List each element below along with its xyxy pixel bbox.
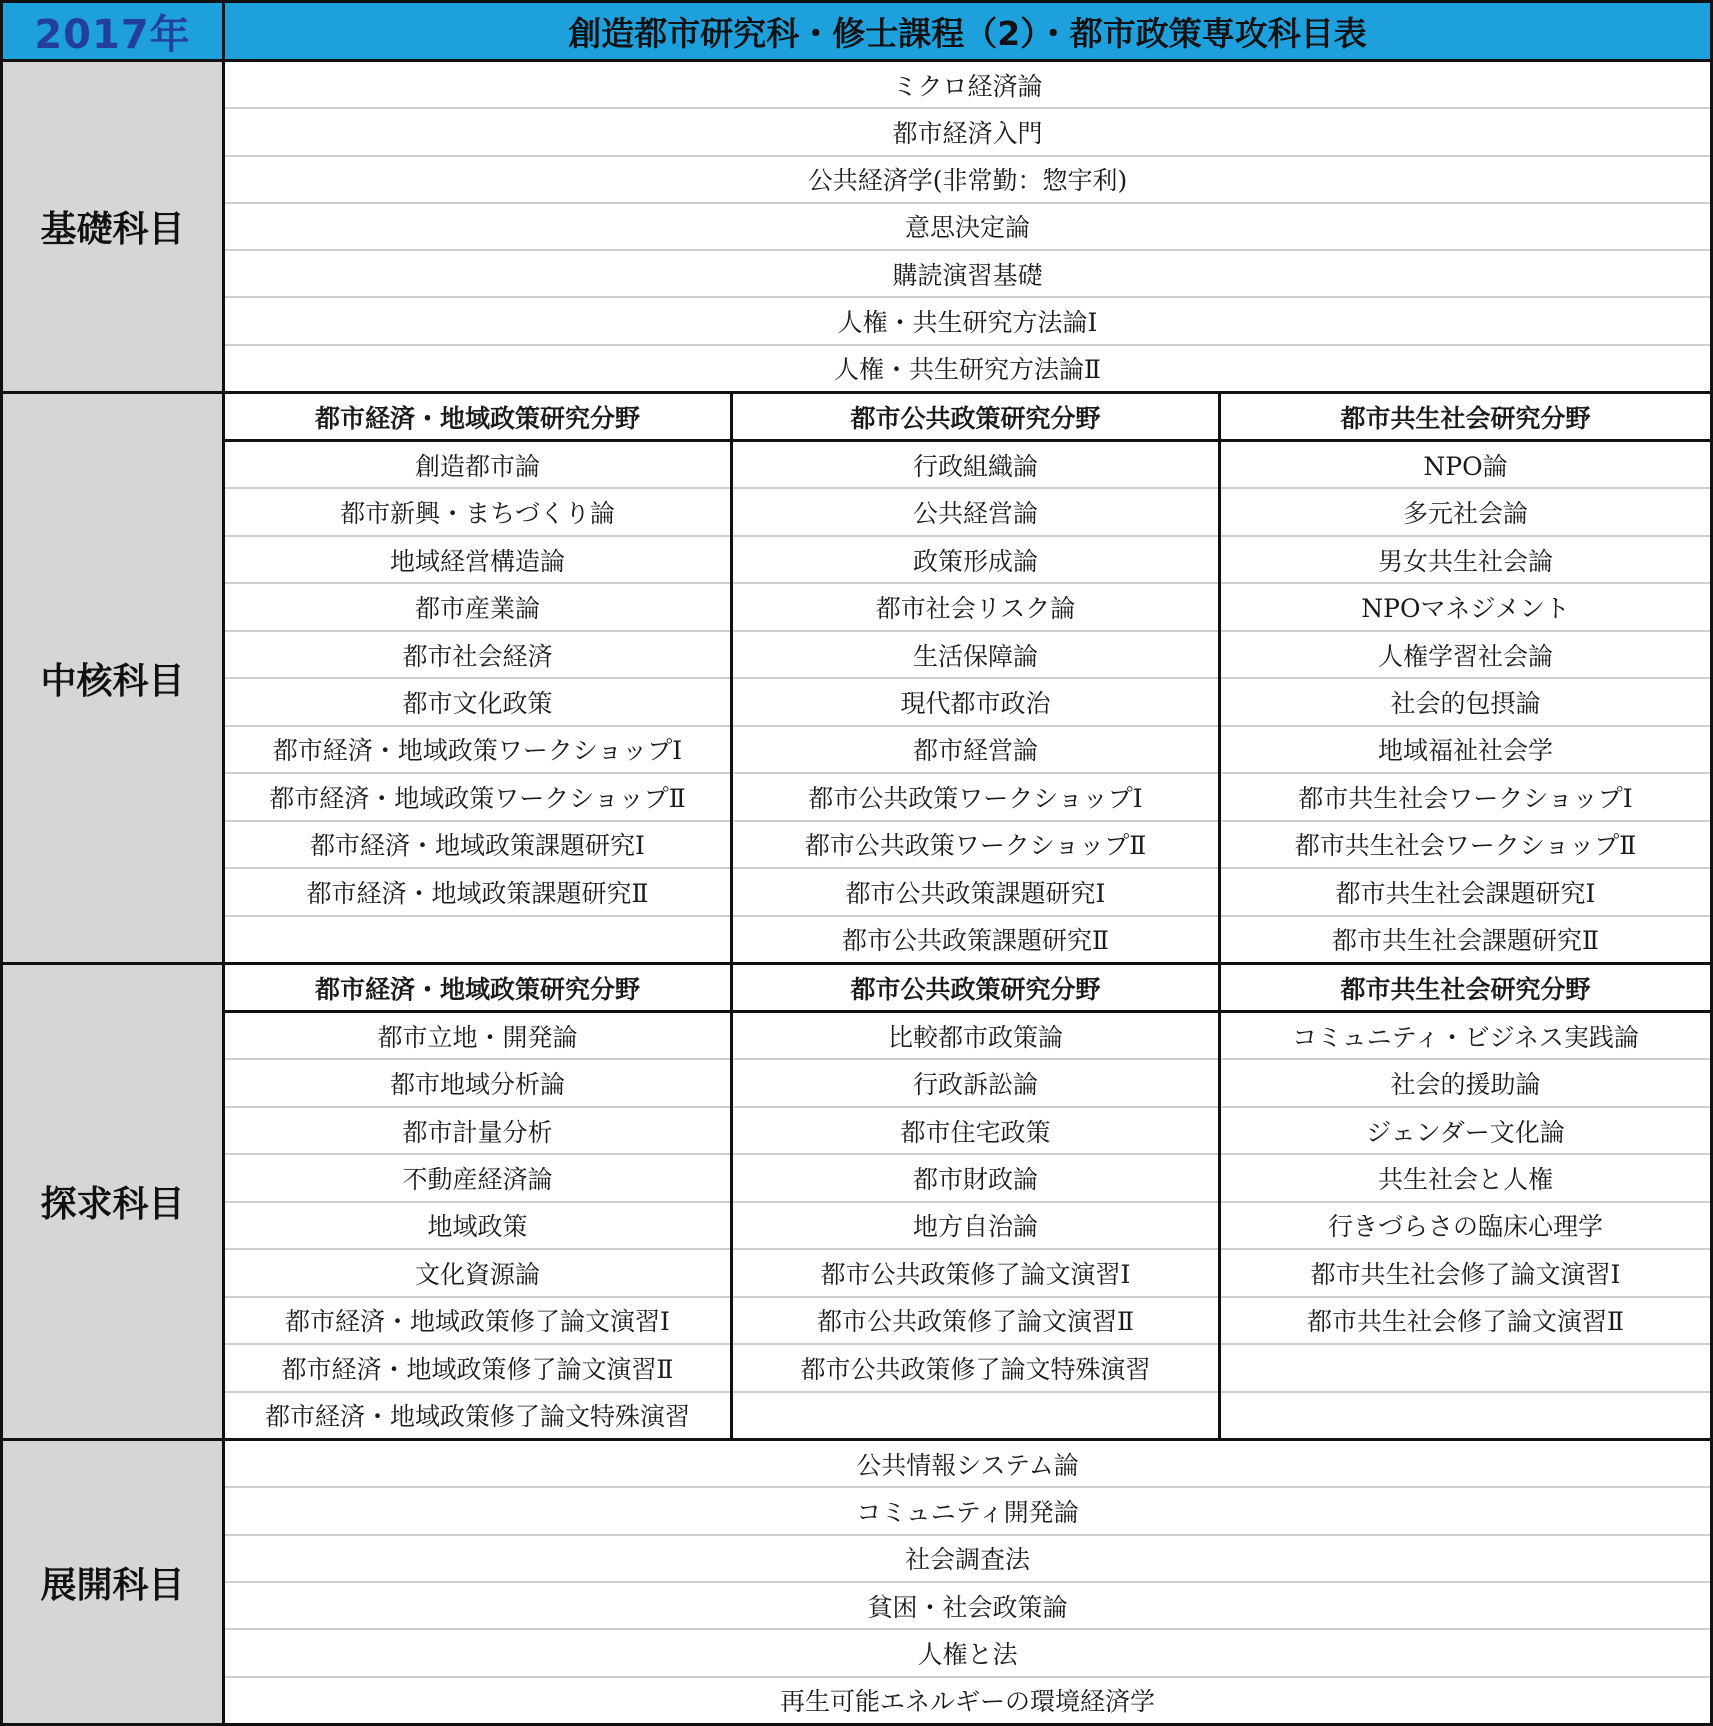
course-cell: 都市公共政策課題研究Ⅰ (733, 869, 1218, 916)
course-cell: 現代都市政治 (733, 679, 1218, 726)
course-cell: 都市経済・地域政策修了論文演習Ⅰ (225, 1298, 730, 1345)
course-cell: 都市立地・開発論 (225, 1013, 730, 1060)
course-cell: 都市共生社会修了論文演習Ⅰ (1221, 1250, 1710, 1297)
course-cell: 都市計量分析 (225, 1108, 730, 1155)
course-cell: ジェンダー文化論 (1221, 1108, 1710, 1155)
course-cell: 社会的包摂論 (1221, 679, 1710, 726)
course-cell: 貧困・社会政策論 (225, 1583, 1710, 1630)
course-cell: 都市地域分析論 (225, 1060, 730, 1107)
course-cell: 都市新興・まちづくり論 (225, 489, 730, 536)
research-field-column (730, 394, 1218, 962)
course-cell: 公共情報システム論 (225, 1441, 1710, 1488)
basic-courses-section (0, 59, 1713, 394)
exploration-courses-section (0, 962, 1713, 1441)
course-cell: 都市公共政策修了論文演習Ⅱ (733, 1298, 1218, 1345)
course-cell: 人権・共生研究方法論Ⅰ (225, 298, 1710, 345)
course-cell: 地域経営構造論 (225, 537, 730, 584)
course-cell: 都市公共政策修了論文特殊演習 (733, 1345, 1218, 1392)
course-cell: 都市経済・地域政策課題研究Ⅱ (225, 869, 730, 916)
course-cell: 政策形成論 (733, 537, 1218, 584)
course-cell: 都市公共政策課題研究Ⅱ (842, 926, 1109, 956)
course-cell (1221, 1393, 1710, 1438)
table-title: 創造都市研究科・修士課程（2）・都市政策専攻科目表 (222, 0, 1713, 62)
research-field-column (730, 965, 1218, 1438)
core-course-grid (225, 394, 1710, 962)
course-cell: 都市経済・地域政策修了論文演習Ⅱ (225, 1345, 730, 1392)
course-cell: 創造都市論 (225, 442, 730, 489)
course-cell (733, 1393, 1218, 1438)
research-field-column (225, 394, 730, 962)
course-cell: 都市住宅政策 (733, 1108, 1218, 1155)
research-field-column (1218, 394, 1710, 962)
research-field-header: 都市公共政策研究分野 (733, 394, 1218, 442)
course-cell: 人権と法 (225, 1630, 1710, 1677)
course-cell: 公共経営論 (733, 489, 1218, 536)
exploration-course-grid (225, 965, 1710, 1438)
section-label-develop: 展開科目 (3, 1441, 225, 1723)
course-cell: 行政組織論 (733, 442, 1218, 489)
course-cell: 都市共生社会ワークショップⅡ (1221, 822, 1710, 869)
course-cell: 都市公共政策ワークショップⅡ (733, 822, 1218, 869)
course-cell: 多元社会論 (1221, 489, 1710, 536)
course-cell: 比較都市政策論 (733, 1013, 1218, 1060)
course-cell: 共生社会と人権 (1221, 1155, 1710, 1202)
course-cell: 都市経済・地域政策ワークショップⅠ (225, 727, 730, 774)
section-label-core: 中核科目 (3, 394, 225, 962)
course-cell: 社会的援助論 (1221, 1060, 1710, 1107)
course-cell (225, 917, 730, 962)
course-cell: コミュニティ・ビジネス実践論 (1221, 1013, 1710, 1060)
course-cell: 地域政策 (225, 1203, 730, 1250)
course-cell: 公共経済学(非常勤：惣宇利) (225, 157, 1710, 204)
course-cell: 都市共生社会修了論文演習Ⅱ (1221, 1298, 1710, 1345)
course-cell: 都市社会リスク論 (733, 584, 1218, 631)
course-cell: 都市財政論 (733, 1155, 1218, 1202)
research-field-header: 都市経済・地域政策研究分野 (225, 394, 730, 442)
research-field-header: 都市共生社会研究分野 (1221, 394, 1710, 442)
course-cell: 都市産業論 (225, 584, 730, 631)
course-cell: 行きづらさの臨床心理学 (1221, 1203, 1710, 1250)
course-cell: NPO論 (1221, 442, 1710, 489)
course-cell: 男女共生社会論 (1221, 537, 1710, 584)
section-label-explore: 探求科目 (3, 965, 225, 1438)
core-courses-section (0, 391, 1713, 965)
year-header: 2017年 (0, 0, 225, 62)
course-cell: ミクロ経済論 (225, 62, 1710, 109)
advanced-courses-section (0, 1438, 1713, 1726)
research-field-column (225, 965, 730, 1438)
course-cell: 都市経済・地域政策修了論文特殊演習 (264, 1402, 690, 1432)
course-cell: 再生可能エネルギーの環境経済学 (779, 1687, 1155, 1717)
research-field-header: 都市公共政策研究分野 (733, 965, 1218, 1013)
course-cell: 地域福祉社会学 (1221, 727, 1710, 774)
course-cell: 都市共生社会課題研究Ⅰ (1221, 869, 1710, 916)
basic-course-list (225, 62, 1710, 391)
course-cell: 都市共生社会課題研究Ⅱ (1332, 926, 1599, 956)
course-cell: コミュニティ開発論 (225, 1488, 1710, 1535)
course-cell: 文化資源論 (225, 1250, 730, 1297)
course-cell: 人権・共生研究方法論Ⅱ (834, 355, 1101, 385)
course-cell: 都市経済・地域政策課題研究Ⅰ (225, 822, 730, 869)
course-cell: NPOマネジメント (1221, 584, 1710, 631)
course-cell: 行政訴訟論 (733, 1060, 1218, 1107)
course-cell: 都市文化政策 (225, 679, 730, 726)
course-cell: 生活保障論 (733, 632, 1218, 679)
section-label-basic: 基礎科目 (3, 62, 225, 391)
advanced-course-list (225, 1441, 1710, 1723)
course-cell (1221, 1345, 1710, 1392)
course-cell: 都市経営論 (733, 727, 1218, 774)
course-cell: 地方自治論 (733, 1203, 1218, 1250)
course-cell: 意思決定論 (225, 204, 1710, 251)
course-cell: 都市社会経済 (225, 632, 730, 679)
research-field-header: 都市経済・地域政策研究分野 (225, 965, 730, 1013)
course-cell: 社会調査法 (225, 1536, 1710, 1583)
course-cell: 不動産経済論 (225, 1155, 730, 1202)
research-field-column (1218, 965, 1710, 1438)
course-cell: 人権学習社会論 (1221, 632, 1710, 679)
course-cell: 都市公共政策修了論文演習Ⅰ (733, 1250, 1218, 1297)
course-cell: 都市経済・地域政策ワークショップⅡ (225, 774, 730, 821)
course-cell: 都市公共政策ワークショップⅠ (733, 774, 1218, 821)
research-field-header: 都市共生社会研究分野 (1221, 965, 1710, 1013)
course-cell: 都市共生社会ワークショップⅠ (1221, 774, 1710, 821)
course-cell: 購読演習基礎 (225, 251, 1710, 298)
course-cell: 都市経済入門 (225, 109, 1710, 156)
